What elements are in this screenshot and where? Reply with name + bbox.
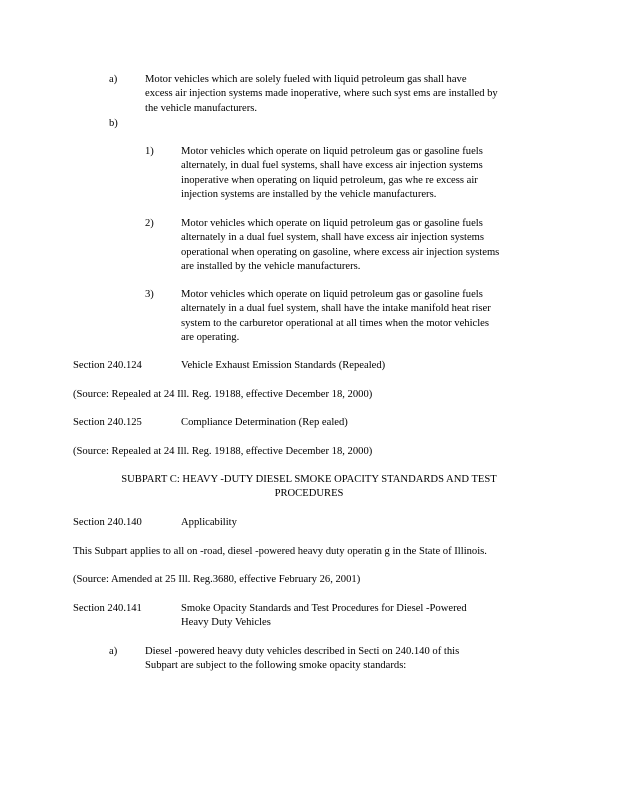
section-240-141-a-line: Subpart are subject to the following smoke opacity standards: bbox=[145, 660, 407, 672]
item-b3-line: system to the carburetor operational at all times when the motor vehicles bbox=[181, 317, 490, 329]
item-b1-label: 1) bbox=[145, 146, 154, 157]
item-b3-text bbox=[181, 288, 491, 346]
item-b2-label: 2) bbox=[145, 218, 154, 229]
section-240-140-number: Section 240.140 bbox=[73, 517, 142, 528]
section-240-141-a-text bbox=[145, 645, 459, 674]
item-b1-line: inoperative when operating on liquid petroleum, gas whe re excess air bbox=[181, 174, 478, 186]
item-b3-line: alternately in a dual fuel system, shall have the intake manifold heat riser bbox=[181, 303, 491, 315]
section-240-141-number: Section 240.141 bbox=[73, 603, 142, 614]
subpart-c-heading bbox=[0, 473, 618, 502]
item-b1-text bbox=[181, 145, 483, 203]
section-240-124-source: (Source: Repealed at 24 Ill. Reg. 19188, effective December 18, 2000) bbox=[73, 389, 373, 400]
section-240-124-title: Vehicle Exhaust Emission Standards (Repealed) bbox=[181, 360, 386, 371]
item-b2-line: alternately in a dual fuel system, shall have excess air injection systems bbox=[181, 232, 485, 244]
section-240-124-number: Section 240.124 bbox=[73, 360, 142, 371]
item-a-text bbox=[145, 73, 498, 116]
item-b3-label: 3) bbox=[145, 289, 154, 300]
section-240-141-a-line: Diesel -powered heavy duty vehicles described in Secti on 240.140 of this bbox=[145, 646, 460, 657]
section-240-141-title bbox=[181, 602, 467, 631]
section-240-125-number: Section 240.125 bbox=[73, 417, 142, 428]
item-b2-line: operational when operating on gasoline, where excess air injection systems bbox=[181, 246, 500, 258]
section-240-140-body: This Subpart applies to all on -road, diesel -powered heavy duty operatin g in the State of Illinois. bbox=[73, 546, 487, 557]
item-b2-line: are installed by the vehicle manufacturers. bbox=[181, 261, 361, 273]
section-240-125-source: (Source: Repealed at 24 Ill. Reg. 19188, effective December 18, 2000) bbox=[73, 446, 373, 457]
subpart-heading-line: PROCEDURES bbox=[274, 488, 344, 500]
item-a-line: excess air injection systems made inoperative, where such syst ems are installed by bbox=[145, 88, 498, 100]
item-b3-line: are operating. bbox=[181, 332, 240, 344]
item-b2-line: Motor vehicles which operate on liquid petroleum gas or gasoline fuels bbox=[181, 218, 483, 229]
item-a-label: a) bbox=[109, 74, 118, 85]
item-a-line: Motor vehicles which are solely fueled with liquid petroleum gas shall have bbox=[145, 74, 467, 85]
section-240-141-a-label: a) bbox=[109, 646, 118, 657]
item-b2-text bbox=[181, 217, 499, 275]
subpart-heading-line: SUBPART C: HEAVY -DUTY DIESEL SMOKE OPACITY STANDARDS AND TEST bbox=[121, 474, 497, 485]
section-240-141-title-line: Heavy Duty Vehicles bbox=[181, 617, 271, 629]
section-240-125-title: Compliance Determination (Rep ealed) bbox=[181, 417, 348, 428]
section-240-140-title: Applicability bbox=[181, 517, 237, 528]
item-b1-line: alternately, in dual fuel systems, shall have excess air injection systems bbox=[181, 160, 483, 172]
item-b-label: b) bbox=[109, 118, 118, 129]
item-b1-line: injection systems are installed by the vehicle manufacturers. bbox=[181, 189, 437, 201]
section-240-140-source: (Source: Amended at 25 Ill. Reg.3680, effective February 26, 2001) bbox=[73, 574, 361, 585]
item-b3-line: Motor vehicles which operate on liquid petroleum gas or gasoline fuels bbox=[181, 289, 483, 300]
item-b1-line: Motor vehicles which operate on liquid petroleum gas or gasoline fuels bbox=[181, 146, 483, 157]
item-a-line: the vehicle manufacturers. bbox=[145, 102, 258, 114]
section-240-141-title-line: Smoke Opacity Standards and Test Procedures for Diesel -Powered bbox=[181, 603, 467, 614]
